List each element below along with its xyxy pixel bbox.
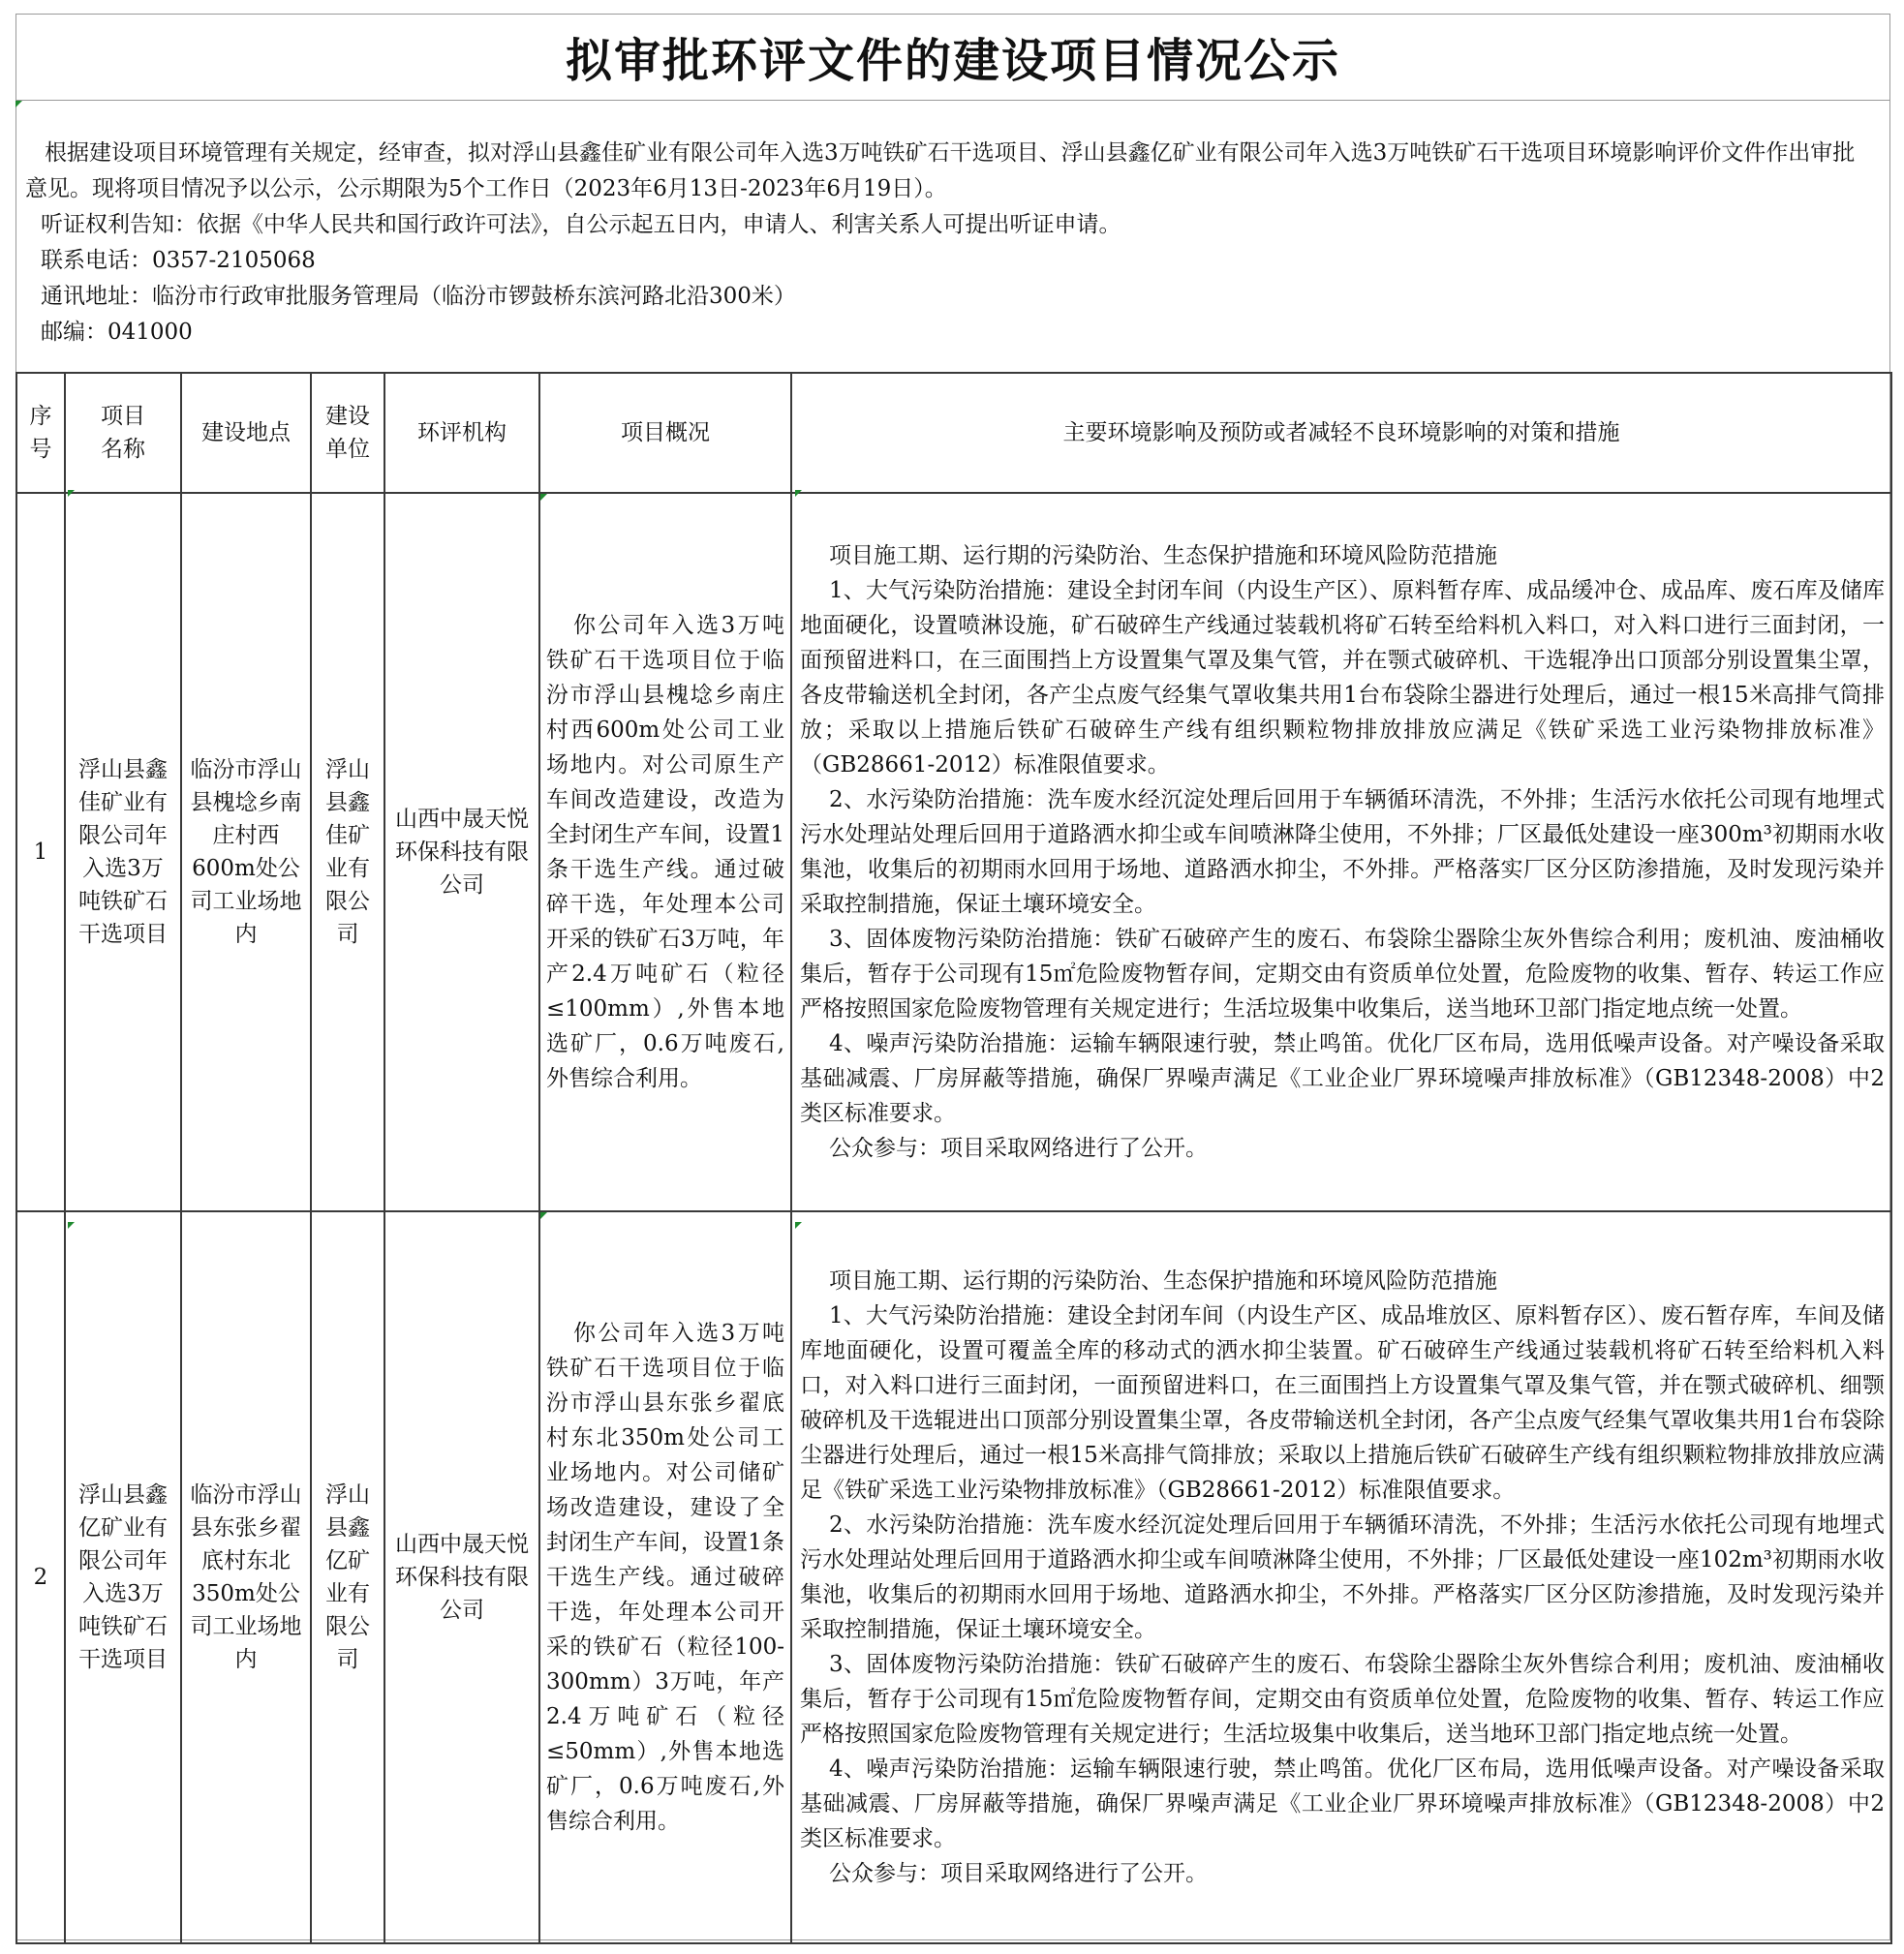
projects-table bbox=[15, 372, 1892, 1944]
intro-paragraph: 根据建设项目环境管理有关规定，经审查，拟对浮山县鑫佳矿业有限公司年入选3万吨铁矿石干选项目、浮山县鑫亿矿业有限公司年入选3万吨铁矿石干选项目环境影响评价文件作出审批意见。现将项目情况予以公示，公示期限为5个工作日（2023年6月13日-2023年6月19日）。 bbox=[25, 140, 1856, 201]
hearing-notice: 听证权利告知：依据《中华人民共和国行政许可法》，自公示起五日内，申请人、利害关系人可提出听证申请。 bbox=[41, 212, 1121, 237]
row-measures bbox=[791, 1211, 1891, 1943]
measures-water: 2、水污染防治措施：洗车废水经沉淀处理后回用于车辆循环清洗，不外排；生活污水依托公司现有地埋式污水处理站处理后回用于道路洒水抑尘或车间喷淋降尘使用，不外排；厂区最低处建设一座102m³初期雨水收集池，收集后的初期雨水回用于场地、道路洒水抑尘，不外排。严格落实厂区分区防渗措施，及时发现污染并采取控制措施，保证土壤环境安全。 bbox=[800, 1512, 1885, 1642]
row-overview bbox=[539, 493, 791, 1211]
table-header-row bbox=[16, 373, 1891, 493]
measures-noise: 4、噪声污染防治措施：运输车辆限速行驶，禁止鸣笛。优化厂区布局，选用低噪声设备。对产噪设备采取基础减震、厂房屏蔽等措施，确保厂界噪声满足《工业企业厂界环境噪声排放标准》（GB12348-2008）中2类区标准要求。 bbox=[800, 1756, 1885, 1851]
measures-air: 1、大气污染防治措施：建设全封闭车间（内设生产区）、原料暂存库、成品缓冲仓、成品库、废石库及储库地面硬化，设置喷淋设施，矿石破碎生产线通过装载机将矿石转至给料机入料口，对入料口进行三面封闭，一面预留进料口，在三面围挡上方设置集气罩及集气管，并在颚式破碎机、干选辊净出口顶部分别设置集尘罩，各皮带输送机全封闭，各产尘点废气经集气罩收集共用1台布袋除尘器进行处理后，通过一根15米高排气筒排放；采取以上措施后铁矿石破碎生产线有组织颗粒物排放排放应满足《铁矿采选工业污染物排放标准》（GB28661-2012）标准限值要求。 bbox=[800, 578, 1885, 778]
contact-phone: 联系电话：0357-2105068 bbox=[41, 248, 316, 273]
intro-section bbox=[15, 101, 1890, 372]
header-no: 序号 bbox=[16, 373, 65, 493]
row-overview bbox=[539, 1211, 791, 1943]
cell-marker-icon bbox=[795, 490, 802, 497]
measures-solid: 3、固体废物污染防治措施：铁矿石破碎产生的废石、布袋除尘器除尘灰外售综合利用；废机油、废油桶收集后，暂存于公司现有15㎡危险废物暂存间，定期交由有资质单位处置，危险废物的收集、暂存、转运工作应严格按照国家危险废物管理有关规定进行；生活垃圾集中收集后，送当地环卫部门指定地点统一处置。 bbox=[800, 1652, 1885, 1747]
measures-heading: 项目施工期、运行期的污染防治、生态保护措施和环境风险防范措施 bbox=[829, 1268, 1497, 1294]
overview-text: 你公司年入选3万吨铁矿石干选项目位于临汾市浮山县槐埝乡南庄村西600m处公司工业场地内。对公司原生产车间改造建设，改造为全封闭生产车间，设置1条干选生产线。通过破碎干选，年处理本公司开采的铁矿石3万吨，年产2.4万吨矿石（粒径≤100mm）,外售本地选矿厂，0.6万吨废石,外售综合利用。 bbox=[546, 613, 784, 1091]
measures-public: 公众参与：项目采取网络进行了公开。 bbox=[829, 1136, 1208, 1161]
cell-marker-icon bbox=[68, 490, 75, 497]
table-row bbox=[16, 1211, 1891, 1943]
overview-text: 你公司年入选3万吨铁矿石干选项目位于临汾市浮山县东张乡翟底村东北350m处公司工业场地内。对公司储矿场改造建设，建设了全封闭生产车间，设置1条干选生产线。通过破碎干选，年处理本公司开采的铁矿石（粒径100-300mm）3万吨，年产2.4万吨矿石（粒径≤50mm）,外售本地选矿厂，0.6万吨废石,外售综合利用。 bbox=[546, 1321, 784, 1834]
header-overview: 项目概况 bbox=[539, 373, 791, 493]
postcode: 邮编：041000 bbox=[41, 320, 193, 345]
measures-air: 1、大气污染防治措施：建设全封闭车间（内设生产区、成品堆放区、原料暂存区）、废石暂存库，车间及储库地面硬化，设置可覆盖全库的移动式的洒水抑尘装置。矿石破碎生产线通过装载机将矿石转至给料机入料口，对入料口进行三面封闭，一面预留进料口，在三面围挡上方设置集气罩及集气管，并在颚式破碎机、细颚破碎机及干选辊进出口顶部分别设置集尘罩，各皮带输送机全封闭，各产尘点废气经集气罩收集共用1台布袋除尘器进行处理后，通过一根15米高排气筒排放；采取以上措施后铁矿石破碎生产线有组织颗粒物排放排放应满足《铁矿采选工业污染物排放标准》（GB28661-2012）标准限值要求。 bbox=[800, 1303, 1885, 1503]
header-agency: 环评机构 bbox=[384, 373, 539, 493]
header-unit: 建设单位 bbox=[311, 373, 384, 493]
header-location: 建设地点 bbox=[181, 373, 311, 493]
contact-address: 通讯地址：临汾市行政审批服务管理局（临汾市锣鼓桥东滨河路北沿300米） bbox=[41, 284, 796, 309]
row-agency: 山西中晟天悦环保科技有限公司 bbox=[384, 1211, 539, 1943]
row-project-name: 浮山县鑫亿矿业有限公司年入选3万吨铁矿石干选项目 bbox=[65, 1211, 181, 1943]
row-measures bbox=[791, 493, 1891, 1211]
row-no: 2 bbox=[16, 1211, 65, 1943]
measures-water: 2、水污染防治措施：洗车废水经沉淀处理后回用于车辆循环清洗，不外排；生活污水依托公司现有地埋式污水处理站处理后回用于道路洒水抑尘或车间喷淋降尘使用，不外排；厂区最低处建设一座300m³初期雨水收集池，收集后的初期雨水回用于场地、道路洒水抑尘，不外排。严格落实厂区分区防渗措施，及时发现污染并采取控制措施，保证土壤环境安全。 bbox=[800, 787, 1885, 917]
cell-marker-icon bbox=[540, 1212, 547, 1219]
row-location: 临汾市浮山县槐埝乡南庄村西600m处公司工业场地内 bbox=[181, 493, 311, 1211]
row-no: 1 bbox=[16, 493, 65, 1211]
page-title: 拟审批环评文件的建设项目情况公示 bbox=[15, 14, 1890, 101]
cell-marker-icon bbox=[68, 1222, 75, 1229]
row-unit: 浮山县鑫亿矿业有限公司 bbox=[311, 1211, 384, 1943]
measures-solid: 3、固体废物污染防治措施：铁矿石破碎产生的废石、布袋除尘器除尘灰外售综合利用；废机油、废油桶收集后，暂存于公司现有15㎡危险废物暂存间，定期交由有资质单位处置，危险废物的收集、暂存、转运工作应严格按照国家危险废物管理有关规定进行；生活垃圾集中收集后，送当地环卫部门指定地点统一处置。 bbox=[800, 927, 1885, 1022]
row-project-name: 浮山县鑫佳矿业有限公司年入选3万吨铁矿石干选项目 bbox=[65, 493, 181, 1211]
row-location: 临汾市浮山县东张乡翟底村东北350m处公司工业场地内 bbox=[181, 1211, 311, 1943]
measures-public: 公众参与：项目采取网络进行了公开。 bbox=[829, 1861, 1208, 1886]
row-agency: 山西中晟天悦环保科技有限公司 bbox=[384, 493, 539, 1211]
measures-heading: 项目施工期、运行期的污染防治、生态保护措施和环境风险防范措施 bbox=[829, 543, 1497, 568]
cell-marker-icon bbox=[540, 494, 547, 501]
measures-noise: 4、噪声污染防治措施：运输车辆限速行驶，禁止鸣笛。优化厂区布局，选用低噪声设备。对产噪设备采取基础减震、厂房屏蔽等措施，确保厂界噪声满足《工业企业厂界环境噪声排放标准》（GB12348-2008）中2类区标准要求。 bbox=[800, 1031, 1885, 1126]
header-measures: 主要环境影响及预防或者减轻不良环境影响的对策和措施 bbox=[791, 373, 1891, 493]
table-row bbox=[16, 493, 1891, 1211]
row-unit: 浮山县鑫佳矿业有限公司 bbox=[311, 493, 384, 1211]
header-name: 项目名称 bbox=[65, 373, 181, 493]
cell-marker-icon bbox=[795, 1222, 802, 1229]
